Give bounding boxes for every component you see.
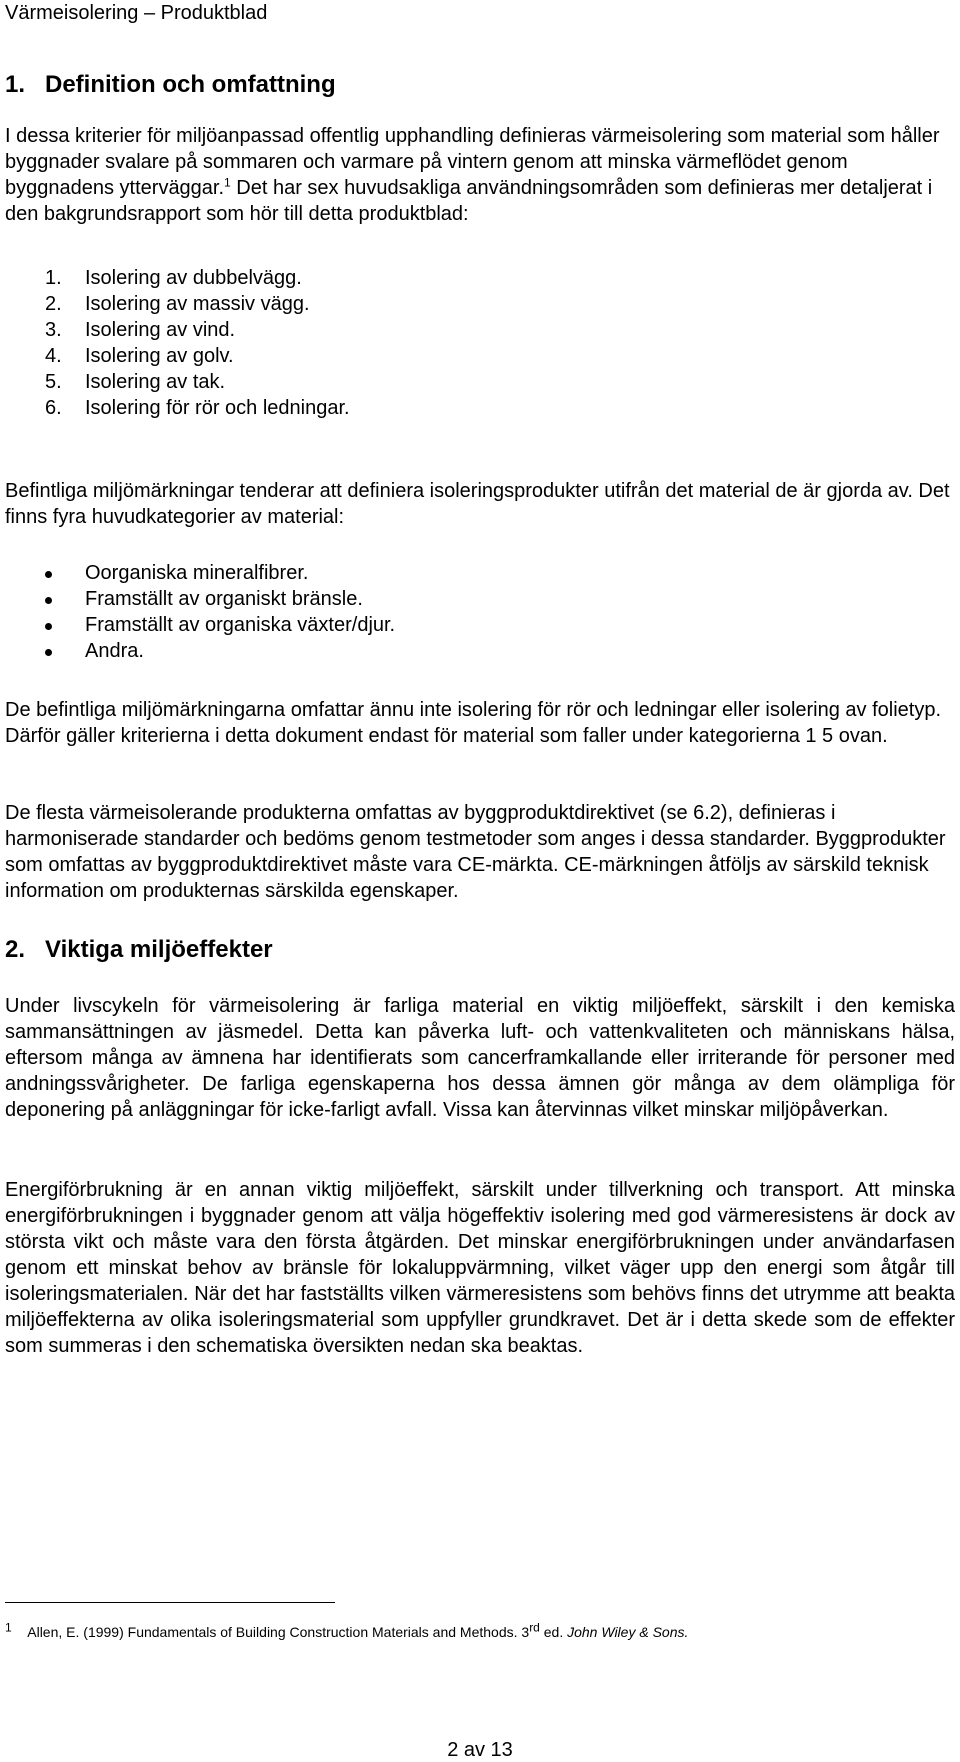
footnote-ref[interactable]: 1 — [224, 175, 231, 190]
section-1-intro — [5, 123, 955, 227]
footnote-divider — [5, 1602, 335, 1603]
list-item: 5. Isolering av tak. — [45, 371, 226, 393]
list-item: 6. Isolering för rör och ledningar. — [45, 397, 350, 419]
list-item: 2. Isolering av massiv vägg. — [45, 293, 310, 315]
section-2-heading — [5, 935, 273, 965]
list-item: Andra. — [5, 638, 395, 664]
section-1-title: Definition och omfattning — [45, 71, 336, 98]
section-2-title: Viktiga miljöeffekter — [45, 936, 273, 963]
list-item: Oorganiska mineralfibrer. — [5, 560, 395, 586]
applications-list — [5, 265, 350, 421]
list-item: 1. Isolering av dubbelvägg. — [45, 267, 302, 289]
list-item: 4. Isolering av golv. — [45, 345, 234, 367]
list-item: Framställt av organiska växter/djur. — [5, 612, 395, 638]
ce-paragraph: De flesta värmeisolerande produkterna omfattas av byggproduktdirektivet (se 6.2), definieras i harmoniserade standarder och bedöms genom testmetoder som anges i dessa standarder. Byggprodukter som omfattas av byggproduktdirektivet måste vara CE-märkta. CE-märkningen åtföljs av särskild teknisk information om produkternas särskilda egenskaper. — [5, 802, 946, 902]
section-1-number: 1. — [5, 71, 26, 98]
bullet-icon — [45, 649, 52, 656]
section-1-heading — [5, 70, 336, 100]
intro-text-continued: Det har sex huvudsakliga användningsområden som definieras mer detaljerat i den bakgrundsrapport som hör till detta produktblad: — [5, 177, 933, 225]
bullet-icon — [45, 623, 52, 630]
scope-paragraph: De befintliga miljömärkningarna omfattar ännu inte isolering för rör och ledningar eller isolering av folietyp. Därför gäller kriterierna i detta dokument endast för material som faller under kategorierna 1 5 ovan. — [5, 699, 942, 747]
materials-list — [5, 560, 395, 664]
intro-text: I dessa kriterier för miljöanpassad offentlig upphandling definieras värmeisolering som material som håller byggnader svalare på sommaren och varmare på vintern genom att minska värmeflödet genom byggnadens ytterväggar. — [5, 125, 940, 199]
footnote-marker: 1 — [5, 1620, 12, 1635]
effects-paragraph-2: Energiförbrukning är en annan viktig miljöeffekt, särskilt under tillverkning och transport. Att minska energiförbrukningen i byggnader genom att välja högeffektiv isolering med god värmeresistens är dock av största vikt och måste vara den första åtgärden. Det minskar energiförbrukningen under användarfasen genom ett minskat behov av bränsle för lokaluppvärmning, vilket väger upp den energi som åtgår till isoleringsmaterialen. När det har fastställts vilken värmeresistens som behövs finns det utrymme att beakta miljöeffekterna av olika isoleringsmaterial som uppfyller grundkravet. Det är i detta skede som de effekter som summeras i den schematiska översikten nedan ska beaktas. — [5, 1179, 955, 1357]
section-2-number: 2. — [5, 936, 26, 963]
labels-paragraph: Befintliga miljömärkningar tenderar att definiera isoleringsprodukter utifrån det material de är gjorda av. Det finns fyra huvudkategorier av material: — [5, 480, 950, 528]
footnote: $^1$ Allen, E. (1999) Fundamentals of Building Construction Materials and Methods. 3rd ed. John Wiley & Sons. — [5, 1620, 689, 1640]
list-item: Framställt av organiskt bränsle. — [5, 586, 395, 612]
document-header: Värmeisolering – Produktblad — [5, 2, 268, 24]
list-item: 3. Isolering av vind. — [45, 319, 236, 341]
page-number: 2 av 13 — [447, 1739, 513, 1761]
bullet-icon — [45, 597, 52, 604]
effects-paragraph-1: Under livscykeln för värmeisolering är farliga material en viktig miljöeffekt, särskilt i den kemiska sammansättningen av jäsmedel. Detta kan påverka luft- och vattenkvaliteten och människans hälsa, eftersom många av ämnena har identifierats som cancerframkallande eller irriterande för personer med andningssvårigheter. De farliga egenskaperna hos dessa ämnen gör många av dem olämpliga för deponering på anläggningar för icke-farligt avfall. Vissa kan återvinnas vilket minskar miljöpåverkan. — [5, 995, 955, 1121]
bullet-icon — [45, 571, 52, 578]
